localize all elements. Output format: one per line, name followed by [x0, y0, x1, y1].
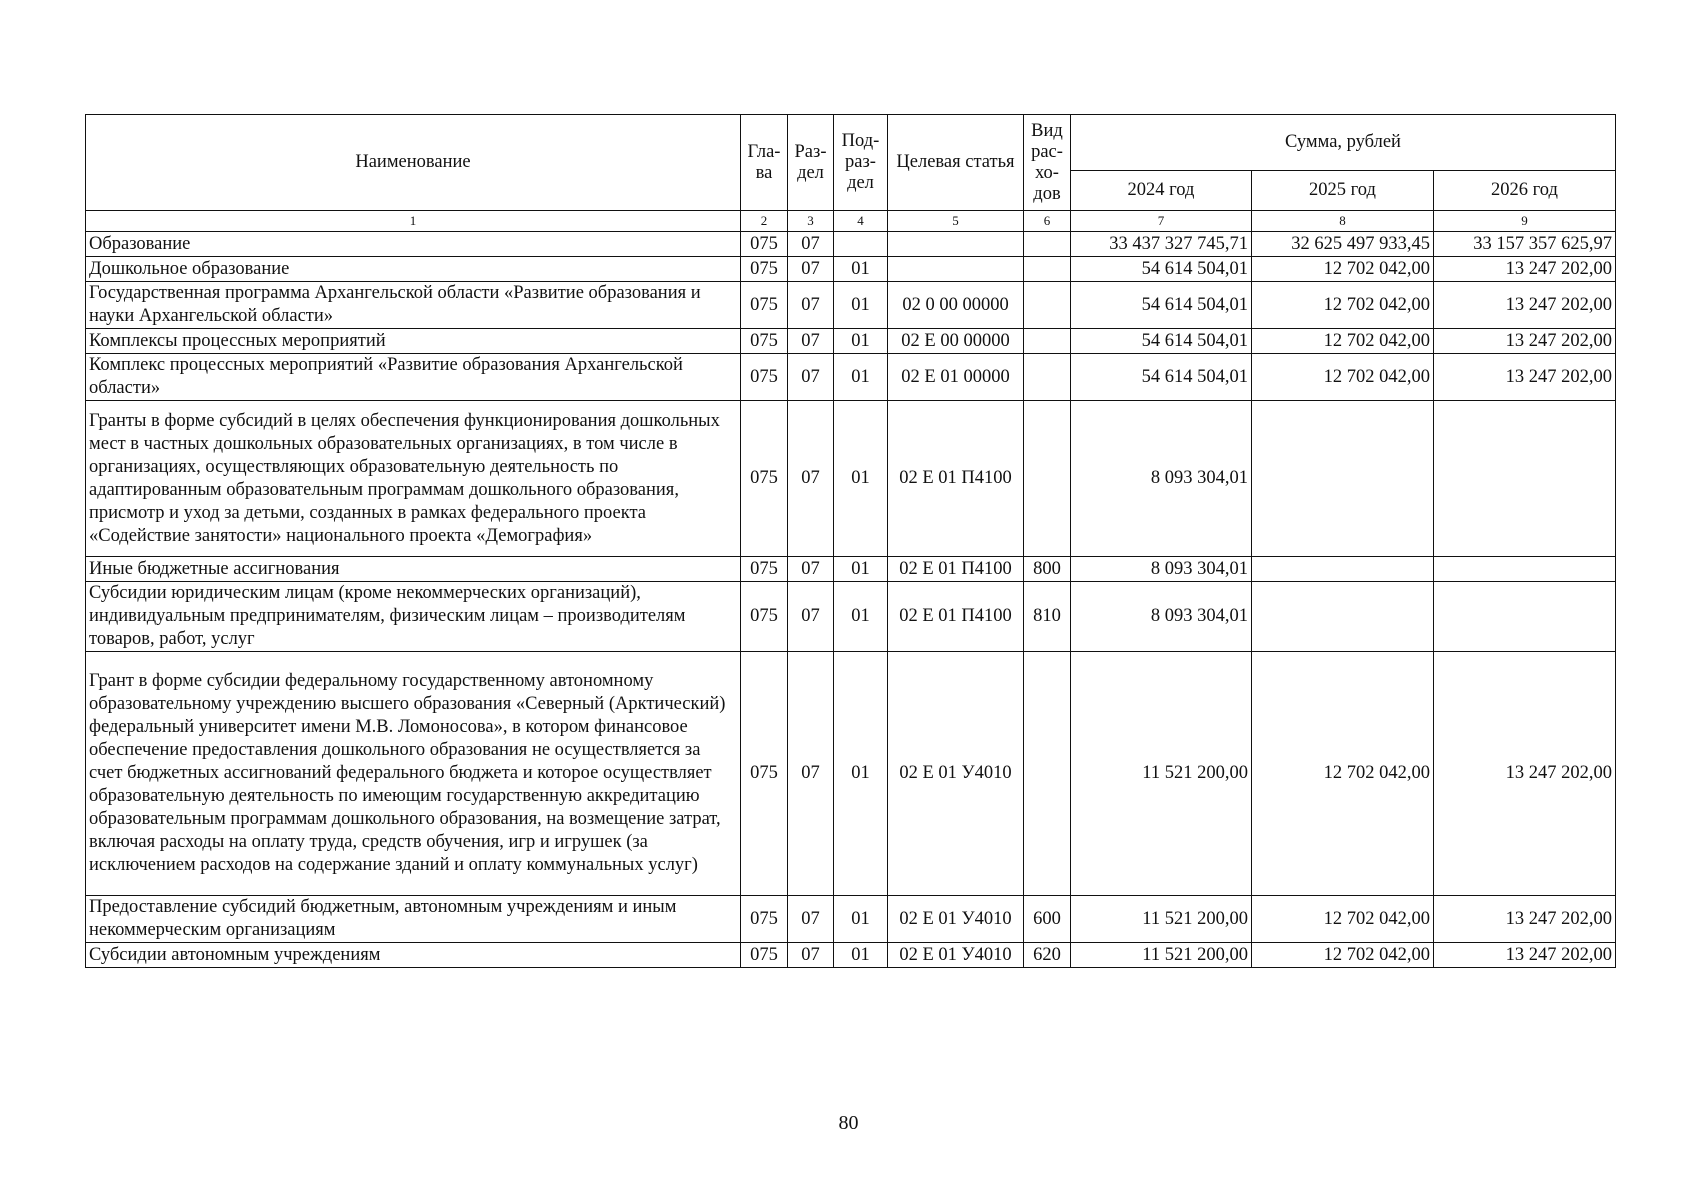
- row-razdel: 07: [788, 896, 834, 943]
- row-glava: 075: [741, 557, 788, 582]
- row-name: Гранты в форме субсидий в целях обеспечения функционирования дошкольных мест в частных дошкольных образовательных организациях, в том числе в организациях, осуществляющих образовательную деятельность по адаптированным образовательным программам дошкольного образования, присмотр и уход за детьми, созданных в рамках федерального проекта «Содействие занятости» национального проекта «Демография»: [86, 401, 741, 557]
- header-celevaya-statya: Целевая статья: [888, 115, 1024, 211]
- row-podrazdel: 01: [834, 896, 888, 943]
- row-name: Комплекс процессных мероприятий «Развитие образования Архангельской области»: [86, 354, 741, 401]
- row-sum-2024: 11 521 200,00: [1071, 943, 1252, 968]
- row-vid-rashodov: [1024, 652, 1071, 896]
- row-sum-2026: 13 247 202,00: [1434, 354, 1616, 401]
- row-razdel: 07: [788, 329, 834, 354]
- row-sum-2026: 13 247 202,00: [1434, 282, 1616, 329]
- row-sum-2026: 13 247 202,00: [1434, 943, 1616, 968]
- column-number: 3: [788, 211, 834, 232]
- row-sum-2024: 33 437 327 745,71: [1071, 232, 1252, 257]
- row-sum-2026: [1434, 582, 1616, 652]
- row-vid-rashodov: [1024, 282, 1071, 329]
- header-razdel: Раз-дел: [788, 115, 834, 211]
- row-razdel: 07: [788, 557, 834, 582]
- row-razdel: 07: [788, 354, 834, 401]
- column-number: 2: [741, 211, 788, 232]
- row-sum-2025: 12 702 042,00: [1252, 896, 1434, 943]
- row-sum-2025: 32 625 497 933,45: [1252, 232, 1434, 257]
- row-name: Предоставление субсидий бюджетным, автономным учреждениям и иным некоммерческим организациям: [86, 896, 741, 943]
- header-summa: Сумма, рублей: [1071, 115, 1616, 171]
- header-year-2024: 2024 год: [1071, 171, 1252, 211]
- header-year-2026: 2026 год: [1434, 171, 1616, 211]
- header-glava: Гла-ва: [741, 115, 788, 211]
- row-celevaya-statya: [888, 257, 1024, 282]
- column-number: 9: [1434, 211, 1616, 232]
- row-podrazdel: [834, 232, 888, 257]
- row-vid-rashodov: 620: [1024, 943, 1071, 968]
- column-numbers-row: [86, 211, 1616, 232]
- row-celevaya-statya: 02 Е 01 П4100: [888, 401, 1024, 557]
- row-glava: 075: [741, 282, 788, 329]
- row-podrazdel: 01: [834, 652, 888, 896]
- column-number: 4: [834, 211, 888, 232]
- row-vid-rashodov: 800: [1024, 557, 1071, 582]
- row-sum-2025: 12 702 042,00: [1252, 329, 1434, 354]
- row-sum-2024: 11 521 200,00: [1071, 896, 1252, 943]
- row-glava: 075: [741, 329, 788, 354]
- row-celevaya-statya: [888, 232, 1024, 257]
- column-number: 7: [1071, 211, 1252, 232]
- row-glava: 075: [741, 582, 788, 652]
- row-sum-2024: 8 093 304,01: [1071, 557, 1252, 582]
- row-celevaya-statya: 02 Е 01 П4100: [888, 582, 1024, 652]
- row-podrazdel: 01: [834, 943, 888, 968]
- row-sum-2025: 12 702 042,00: [1252, 652, 1434, 896]
- row-vid-rashodov: [1024, 401, 1071, 557]
- row-celevaya-statya: 02 Е 01 П4100: [888, 557, 1024, 582]
- table-row: [86, 401, 1616, 557]
- row-celevaya-statya: 02 Е 01 У4010: [888, 896, 1024, 943]
- row-sum-2025: 12 702 042,00: [1252, 257, 1434, 282]
- row-sum-2024: 8 093 304,01: [1071, 401, 1252, 557]
- row-podrazdel: 01: [834, 401, 888, 557]
- row-sum-2026: 13 247 202,00: [1434, 896, 1616, 943]
- row-vid-rashodov: 810: [1024, 582, 1071, 652]
- row-name: Государственная программа Архангельской области «Развитие образования и науки Архангельской области»: [86, 282, 741, 329]
- row-vid-rashodov: 600: [1024, 896, 1071, 943]
- row-razdel: 07: [788, 401, 834, 557]
- row-celevaya-statya: 02 Е 00 00000: [888, 329, 1024, 354]
- row-glava: 075: [741, 896, 788, 943]
- column-number: 5: [888, 211, 1024, 232]
- row-sum-2026: [1434, 401, 1616, 557]
- row-sum-2026: 13 247 202,00: [1434, 652, 1616, 896]
- row-razdel: 07: [788, 582, 834, 652]
- row-glava: 075: [741, 401, 788, 557]
- row-vid-rashodov: [1024, 329, 1071, 354]
- row-glava: 075: [741, 652, 788, 896]
- table-row: [86, 232, 1616, 257]
- table-row: [86, 557, 1616, 582]
- row-sum-2024: 54 614 504,01: [1071, 282, 1252, 329]
- row-podrazdel: 01: [834, 557, 888, 582]
- row-razdel: 07: [788, 943, 834, 968]
- row-glava: 075: [741, 232, 788, 257]
- row-sum-2026: 13 247 202,00: [1434, 257, 1616, 282]
- row-name: Комплексы процессных мероприятий: [86, 329, 741, 354]
- table-row: [86, 354, 1616, 401]
- row-name: Субсидии юридическим лицам (кроме некоммерческих организаций), индивидуальным предпринимателям, физическим лицам – производителям товаров, работ, услуг: [86, 582, 741, 652]
- row-sum-2025: [1252, 582, 1434, 652]
- table-body: [86, 211, 1616, 968]
- table-row: [86, 257, 1616, 282]
- row-name: Иные бюджетные ассигнования: [86, 557, 741, 582]
- header-year-2025: 2025 год: [1252, 171, 1434, 211]
- row-podrazdel: 01: [834, 282, 888, 329]
- row-sum-2024: 54 614 504,01: [1071, 354, 1252, 401]
- header-podrazdel: Под-раз-дел: [834, 115, 888, 211]
- row-sum-2024: 11 521 200,00: [1071, 652, 1252, 896]
- row-podrazdel: 01: [834, 354, 888, 401]
- row-glava: 075: [741, 257, 788, 282]
- table-row: [86, 896, 1616, 943]
- row-sum-2025: 12 702 042,00: [1252, 943, 1434, 968]
- row-sum-2025: 12 702 042,00: [1252, 282, 1434, 329]
- row-celevaya-statya: 02 Е 01 00000: [888, 354, 1024, 401]
- budget-table: [85, 114, 1616, 968]
- row-podrazdel: 01: [834, 582, 888, 652]
- table-row: [86, 652, 1616, 896]
- table-row: [86, 329, 1616, 354]
- row-vid-rashodov: [1024, 354, 1071, 401]
- row-razdel: 07: [788, 652, 834, 896]
- row-razdel: 07: [788, 282, 834, 329]
- row-razdel: 07: [788, 257, 834, 282]
- row-celevaya-statya: 02 Е 01 У4010: [888, 943, 1024, 968]
- row-celevaya-statya: 02 Е 01 У4010: [888, 652, 1024, 896]
- row-sum-2026: 13 247 202,00: [1434, 329, 1616, 354]
- row-celevaya-statya: 02 0 00 00000: [888, 282, 1024, 329]
- column-number: 8: [1252, 211, 1434, 232]
- row-razdel: 07: [788, 232, 834, 257]
- table-row: [86, 582, 1616, 652]
- row-podrazdel: 01: [834, 329, 888, 354]
- header-vid-rashodov: Вид рас-хо-дов: [1024, 115, 1071, 211]
- page-number: 80: [838, 1112, 859, 1134]
- row-name: Субсидии автономным учреждениям: [86, 943, 741, 968]
- table-row: [86, 943, 1616, 968]
- row-sum-2026: 33 157 357 625,97: [1434, 232, 1616, 257]
- header-name: Наименование: [86, 115, 741, 211]
- row-sum-2025: [1252, 557, 1434, 582]
- row-glava: 075: [741, 943, 788, 968]
- row-podrazdel: 01: [834, 257, 888, 282]
- row-glava: 075: [741, 354, 788, 401]
- row-sum-2025: [1252, 401, 1434, 557]
- row-vid-rashodov: [1024, 257, 1071, 282]
- row-name: Грант в форме субсидии федеральному государственному автономному образовательному учреждению высшего образования «Северный (Арктический) федеральный университет имени М.В. Ломоносова», в котором финансовое обеспечение предоставления дошкольного образования не осуществляется за счет бюджетных ассигнований федерального бюджета и которое осуществляет образовательную деятельность по имеющим государственную аккредитацию образовательным программам дошкольного образования, на возмещение затрат, включая расходы на оплату труда, средств обучения, игр и игрушек (за исключением расходов на содержание зданий и оплату коммунальных услуг): [86, 652, 741, 896]
- row-sum-2025: 12 702 042,00: [1252, 354, 1434, 401]
- row-name: Образование: [86, 232, 741, 257]
- row-name: Дошкольное образование: [86, 257, 741, 282]
- row-vid-rashodov: [1024, 232, 1071, 257]
- column-number: 1: [86, 211, 741, 232]
- table-row: [86, 282, 1616, 329]
- row-sum-2026: [1434, 557, 1616, 582]
- row-sum-2024: 54 614 504,01: [1071, 329, 1252, 354]
- header-row: [86, 115, 1616, 171]
- column-number: 6: [1024, 211, 1071, 232]
- row-sum-2024: 54 614 504,01: [1071, 257, 1252, 282]
- row-sum-2024: 8 093 304,01: [1071, 582, 1252, 652]
